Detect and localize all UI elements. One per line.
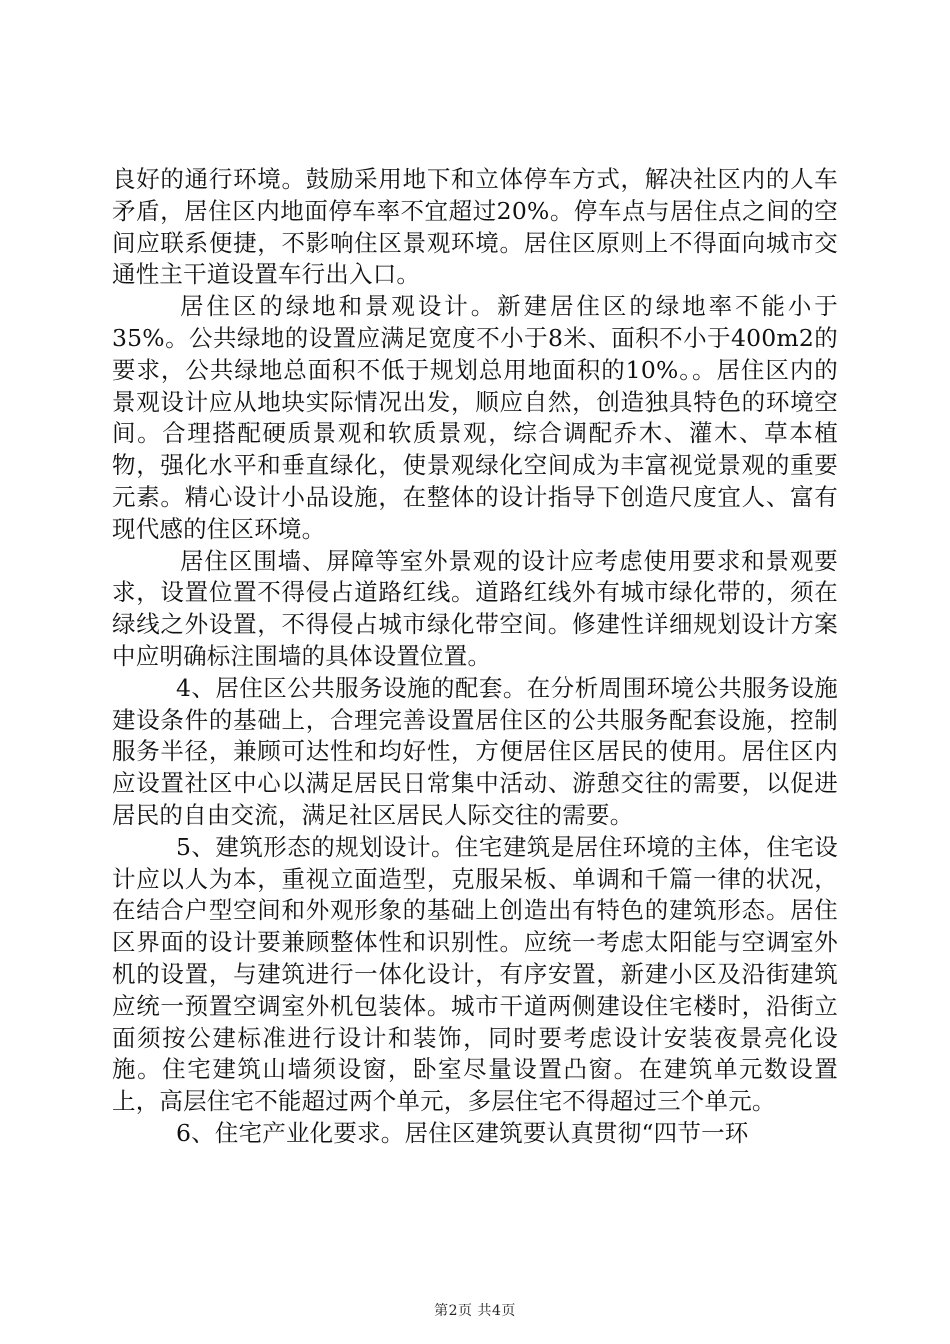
document-body <box>112 164 838 1150</box>
page-number-footer: 第2页 共4页 <box>434 1303 516 1319</box>
paragraph-green-space: 居住区的绿地和景观设计。新建居住区的绿地率不能小于35%。公共绿地的设置应满足宽度不小于8米、面积不小于400m2的要求，公共绿地总面积不低于规划总用地面积的10%。。居住区内的景观设计应从地块实际情况出发，顺应自然，创造独具特色的环境空间。合理搭配硬质景观和软质景观，综合调配乔木、灌木、草本植物，强化水平和垂直绿化，使景观绿化空间成为丰富视觉景观的重要元素。精心设计小品设施，在整体的设计指导下创造尺度宜人、富有现代感的住区环境。 <box>112 292 838 543</box>
paragraph-industrialization: 6、住宅产业化要求。居住区建筑要认真贯彻“四节一环 <box>176 1118 749 1147</box>
paragraph-public-services: 4、居住区公共服务设施的配套。在分析周围环境公共服务设施建设条件的基础上，合理完善设置居住区的公共服务配套设施，控制服务半径，兼顾可达性和均好性，方便居住区居民的使用。居住区内应设置社区中心以满足居民日常集中活动、游憩交往的需要，以促进居民的自由交流，满足社区居民人际交往的需要。 <box>112 673 838 829</box>
paragraph-building-form: 5、建筑形态的规划设计。住宅建筑是居住环境的主体，住宅设计应以人为本，重视立面造型，克服呆板、单调和千篇一律的状况，在结合户型空间和外观形象的基础上创造出有特色的建筑形态。居住区界面的设计要兼顾整体性和识别性。应统一考虑太阳能与空调室外机的设置，与建筑进行一体化设计，有序安置，新建小区及沿街建筑应统一预置空调室外机包装体。城市干道两侧建设住宅楼时，沿街立面须按公建标准进行设计和装饰，同时要考虑设计安装夜景亮化设施。住宅建筑山墙须设窗，卧室尽量设置凸窗。在建筑单元数设置上，高层住宅不能超过两个单元，多层住宅不得超过三个单元。 <box>112 832 838 1116</box>
paragraph-parking: 良好的通行环境。鼓励采用地下和立体停车方式，解决社区内的人车矛盾，居住区内地面停车率不宜超过20%。停车点与居住点之间的空间应联系便捷，不影响住区景观环境。居住区原则上不得面向城市交通性主干道设置车行出入口。 <box>112 165 838 289</box>
paragraph-walls: 居住区围墙、屏障等室外景观的设计应考虑使用要求和景观要求，设置位置不得侵占道路红线。道路红线外有城市绿化带的，须在绿线之外设置，不得侵占城市绿化带空间。修建性详细规划设计方案中应明确标注围墙的具体设置位置。 <box>112 546 838 670</box>
